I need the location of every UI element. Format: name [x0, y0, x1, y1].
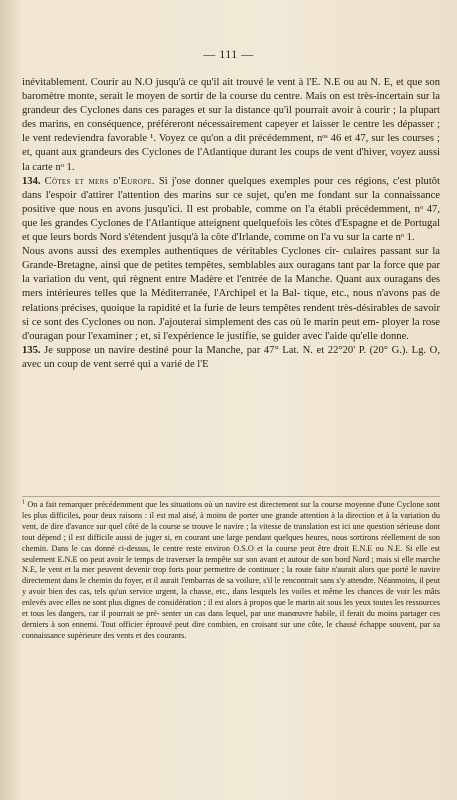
footnote-line: enlevés avec elles ne sont plus dignes de considération ; il est alors à propos que le [22, 598, 294, 608]
footnote-line: côte, le chassé échappe souvent, par sa connaissance supérieure des vents et des courants. [22, 619, 440, 640]
footnote-line: urgent, la chasse, etc., dans lesquels les voiles et même les chances de voir les mâts [155, 587, 440, 597]
paragraph-1 [22, 76, 440, 175]
page-number: — 111 — [203, 47, 254, 61]
section-heading: Côtes et mers d'Europe. [44, 175, 155, 187]
paragraph-4 [22, 344, 440, 372]
footnote-line: une large pendant quelques heures, nous sortirons réellement de son chemin. Dans le cas [22, 532, 441, 553]
text-line: d'Espagne et de Portugal et que leurs bords Nord s'étendent jusqu'à la [22, 217, 441, 244]
footnote [22, 500, 440, 642]
footnote-line: rencontrait sans s'y attendre. Néanmoins, il peut y avoir bien des cas, tels qu'un service [22, 576, 441, 597]
text-line: Je suppose un navire destiné pour la Manche, par 47° Lat. N. [44, 344, 313, 356]
footnote-line: On a fait remarquer précédemment que les situations où un navire est directement [27, 500, 299, 509]
text-line: tique, etc., nous n'avons pas de relations précises, quoique la rapidité et [22, 288, 440, 314]
section-number: 134. [22, 175, 41, 187]
text-line: course du centre. Mais on est très-incertain sur la grandeur des Cyclones [22, 91, 441, 117]
text-line: des Cyclones de l'Atlantique durant les coups de vent d'hiver, voyez aussi [124, 147, 440, 159]
text-line: inévitablement. Courir au N.O jusqu'à ce qu'il ait trouvé le vent à l'E. N.E [22, 77, 341, 88]
text-line: Si j'ose donner quelques exemples [158, 175, 310, 187]
text-line: se guider avec l'aide qu'elle donne. [261, 330, 409, 342]
footnote-line: est ici une question sérieuse dont tout dépend ; il est difficile aussi de juger si, en courant [22, 521, 441, 542]
text-line: et 22°20' P. (20° G.). Lg. O, avec un coup de vent serré qui a varié de l'E [22, 344, 440, 370]
text-line: des marins, en conséquence, préféreront nécessairement capeyer et laisser [22, 119, 340, 131]
text-line: avons jusqu'ici. Il est probable, comme on l'a établi précédemment, nᵒ 47, [116, 203, 440, 215]
text-line: ou au N. E, et que son baromètre monte, serait le moyen de sortir de la [22, 77, 440, 103]
footnote-mark: 1 [22, 499, 25, 506]
text-line: Nous avons aussi des exemples authentiques de véritables Cyclones cir- [22, 246, 340, 258]
footnote-line: de dire d'avance sur quel côté de la course se trouve le navire ; la vitesse de translation [40, 521, 329, 531]
footnote-line: sur la course moyenne d'une Cyclone sont les plus difficiles, pour deux raisons : il est [22, 500, 440, 520]
text-line: sur ce sujet, qu'en me fondant sur la connaissance positive que nous en [22, 189, 440, 215]
footnote-line: derniers à son ennemi. Tout officier éprouvé peut dire combien, en croisant sur une [22, 619, 306, 629]
section-number: 135. [22, 344, 41, 356]
paragraph-2 [22, 175, 440, 245]
text-line: qui règnent entre Madère et l'entrée de la Manche. Quant aux ouragans [112, 274, 423, 286]
text-line: côte d'Irlande, comme on l'a vu sur la carte nᵒ 1. [211, 232, 415, 244]
footnote-line: N.E. Si elle est seulement E.N.E on peut avoir le temps de traverser la tempête sur son [22, 543, 441, 564]
footnote-line: navire directement dans le chemin du foyer, et il aurait l'embarras de sa voilure, s'il le [22, 565, 441, 586]
text-line: ployer la rose d'ouragan pour l'examiner ; et, si l'expérience le justifie, [22, 316, 441, 342]
paragraph-3 [22, 245, 440, 344]
footnote-divider [22, 496, 440, 497]
footnote-line: marin ait sous les yeux toutes les ressources et tous les dangers, car il pourrait se pré- [22, 598, 441, 619]
text-line: pour ces régions, c'est plutôt dans l'espoir d'attirer l'attention des marins [22, 175, 440, 201]
footnote-line: donné ci-dessus, le centre reste environ O.S.O et la course peut être droit E.N.E ou [94, 543, 384, 553]
footnote-line: devenir trop forts pour permettre de continuer ; la route faite n'aurait alors que porté le [125, 565, 417, 575]
text-line: culaires passant sur la Grande-Bretagne, ainsi que de petites tempêtes, [22, 246, 441, 272]
text-line: le centre les dépasser ; le vent redeviendra favorable ¹. Voyez ce qu'on a [22, 119, 440, 145]
main-text [22, 76, 440, 372]
text-line: dans ces parages et sur la distance qu'il pourrait avoir à courir ; la plupart [122, 105, 441, 117]
text-line: semblables aux ouragans tant par la force que par la variation du vent, [22, 260, 440, 286]
text-line: dit précédemment, nᵒˢ 46 et 47, sur les courses ; et, quant aux grandeurs [22, 133, 440, 159]
text-line: que les grandes Cyclones de l'Atlantique atteignent quelquefois les côtes [22, 217, 332, 229]
text-line: Cyclones ou non. J'ajouterai simplement des cas où le marin peut em- [81, 316, 380, 328]
text-line: la furie de leurs tempêtes rendent très-désirables de savoir si ce sont des [22, 302, 440, 328]
text-line: des mers intérieures telles que la Méditerranée, l'Archipel et la Bal- [22, 274, 441, 300]
footnote-line: mal aisé, à moins de porter une grande attention à la direction et à la variation du vent, [22, 510, 440, 531]
text-line: la carte nᵒ 1. [22, 161, 75, 173]
footnote-line: senter un cas dans lequel, par une manœuvre habile, il ferait du moins partager ces [162, 609, 441, 619]
footnote-line: avant et autour de son bord Nord ; mais si elle marche N.E, le vent et la mer peuvent [22, 554, 441, 575]
